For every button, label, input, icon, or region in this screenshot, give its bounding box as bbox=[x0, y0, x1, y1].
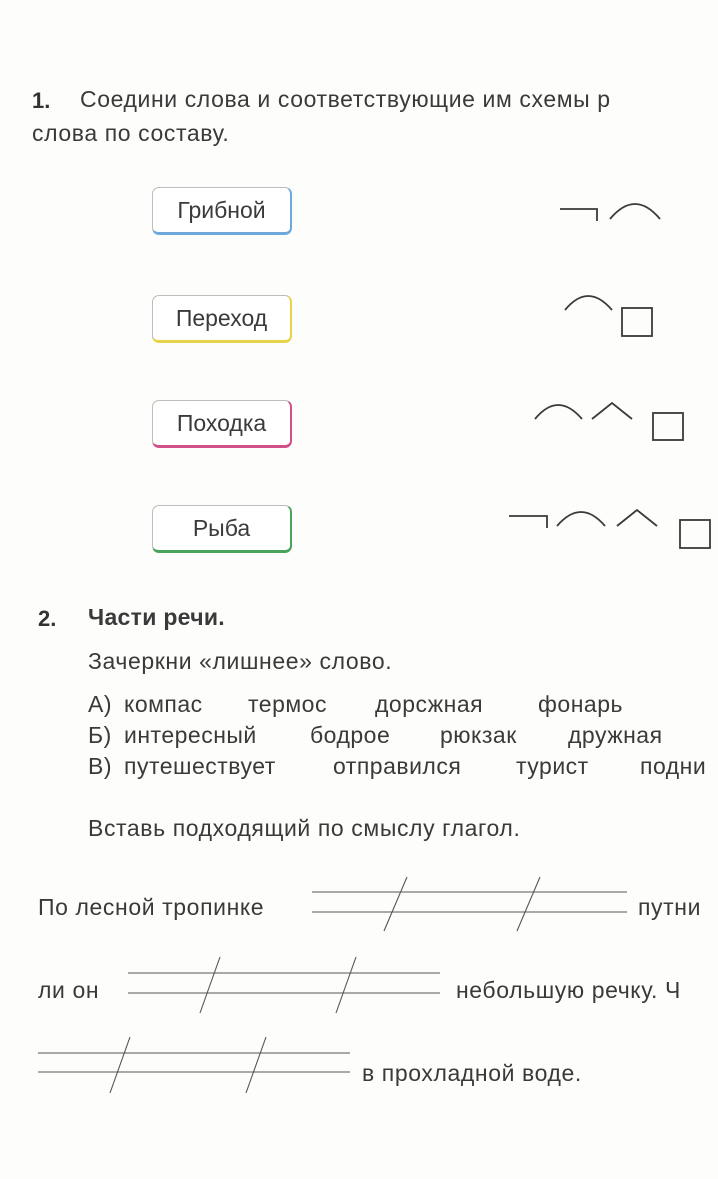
option-a-word-2[interactable]: термос bbox=[248, 691, 327, 717]
scheme-prefix-root-suffix-ending[interactable] bbox=[505, 500, 718, 555]
option-a-label: А) bbox=[88, 691, 112, 717]
blank-line-2[interactable] bbox=[128, 955, 444, 1017]
task2-instruction2: Вставь подходящий по смыслу глагол. bbox=[88, 815, 521, 841]
option-b-word-3[interactable]: рюкзак bbox=[440, 722, 517, 748]
option-a-word-1[interactable]: компас bbox=[124, 691, 203, 717]
option-c-word-3[interactable]: турист bbox=[516, 753, 589, 779]
sentence1-end: путни bbox=[638, 894, 702, 920]
scheme-root-suffix-ending[interactable] bbox=[530, 395, 690, 445]
option-b-word-2[interactable]: бодрое bbox=[310, 722, 391, 748]
word-card-perekhod[interactable] bbox=[152, 295, 292, 343]
sentence1-start: По лесной тропинке bbox=[38, 894, 265, 920]
sentence2-start: ли он bbox=[38, 977, 100, 1003]
word-card-ryba[interactable] bbox=[152, 505, 292, 553]
scheme-prefix-root[interactable] bbox=[555, 195, 665, 235]
task1-title-line1: Соедини слова и соответствующие им схемы р bbox=[80, 86, 611, 112]
option-b-word-1[interactable]: интересный bbox=[124, 722, 257, 748]
word-card-gribnoy[interactable] bbox=[152, 187, 292, 235]
option-b-word-4[interactable]: дружная bbox=[568, 722, 663, 748]
task2-title: Части речи. bbox=[88, 604, 225, 630]
option-c-label: В) bbox=[88, 753, 112, 779]
word-card-label: Переход bbox=[175, 304, 268, 331]
option-a-word-4[interactable]: фонарь bbox=[538, 691, 623, 717]
word-card-label: Рыба bbox=[192, 514, 251, 541]
option-c-word-1[interactable]: путешествует bbox=[124, 753, 276, 779]
task2-number: 2. bbox=[38, 606, 57, 631]
sentence2-end: небольшую речку. Ч bbox=[456, 977, 681, 1003]
option-c-word-2[interactable]: отправился bbox=[333, 753, 462, 779]
blank-line-3[interactable] bbox=[38, 1035, 354, 1097]
option-b-label: Б) bbox=[88, 722, 112, 748]
option-a-word-3[interactable]: дорсжная bbox=[375, 691, 484, 717]
word-card-label: Походка bbox=[176, 409, 267, 436]
word-card-pokhodka[interactable] bbox=[152, 400, 292, 448]
blank-line-1[interactable] bbox=[312, 875, 630, 935]
scheme-root-ending[interactable] bbox=[560, 288, 660, 340]
task1-number: 1. bbox=[32, 88, 51, 113]
task2-instruction1: Зачеркни «лишнее» слово. bbox=[88, 648, 393, 674]
word-card-label: Грибной bbox=[177, 196, 266, 223]
sentence3-end: в прохладной воде. bbox=[362, 1060, 582, 1086]
option-c-word-4[interactable]: подни bbox=[640, 753, 707, 779]
task1-title-line2: слова по составу. bbox=[32, 120, 230, 146]
